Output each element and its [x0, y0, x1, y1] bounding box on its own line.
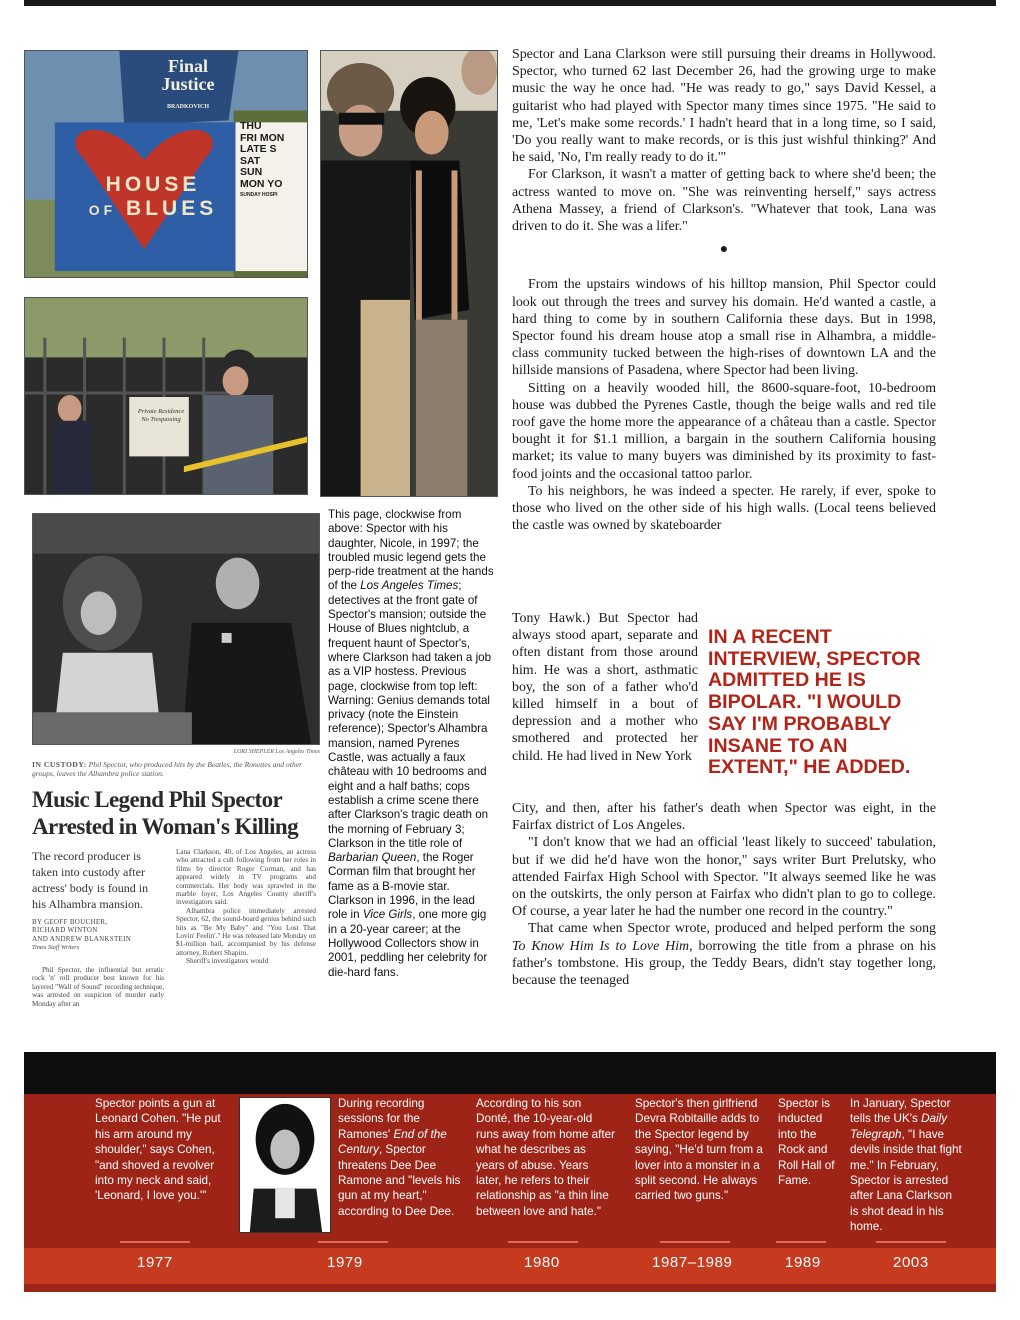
timeline-divider [318, 1241, 388, 1243]
marquee-line: SUNDAY HOSPI [240, 192, 278, 198]
final-justice-sign-small: BRADKOVICH [166, 104, 209, 110]
byline-line: RICHARD WINTON [32, 926, 98, 935]
timeline-entry-2003 [850, 1096, 962, 1235]
timeline-header-bar [24, 1052, 996, 1094]
clipping-body-text: Lana Clarkson, 40, of Los Angeles, an actress who attracted a cult following from her roles in films by director Roger Corman, and has appeared widely in TV programs and commercials. Her body was sprawled in the marble foyer, Los Angeles County sheriff's investigators said. [176, 848, 316, 907]
caption-text: , the Roger Corman film that brought her fame as a B-movie star. Clarkson in 1996, in the lead role in [328, 851, 476, 922]
clipping-body-text: Sheriff's investigators would [186, 957, 269, 966]
marquee-board [240, 121, 308, 202]
timeline-entry-1979 [338, 1096, 470, 1219]
album-title: End of the Century [338, 1127, 447, 1157]
clipping-body-col1 [32, 966, 164, 1008]
dee-dee-ramone-photo [239, 1097, 331, 1233]
mansion-gate-photo [24, 297, 308, 495]
timeline-entry-1987-1989: Spector's then girlfriend Devra Robitaille adds to the Spector legend by saying, "He'd turn from a lover into a monster in a split second. He always carried two guns." [635, 1097, 763, 1203]
article-paragraph: Tony Hawk.) But Spector had always stood apart, separate and often distant from those around him. He was a short, asthmatic boy, the son of a father who'd killed himself in a bout of depression and a mother who smothered and protected her child. He had lived in New York [512, 611, 698, 764]
byline-staff: Times Staff Writers [32, 944, 80, 952]
photo-credit: LORI SHEPLER Los Angeles Times [233, 749, 320, 755]
newspaper-title: Daily Telegraph [850, 1112, 948, 1141]
article-paragraph: Sitting on a heavily wooded hill, the 8600-square-foot, 10-bedroom house was dubbed the Pyrenes Castle, though the beige walls and red tile roof gave the home more the appearance of a château than a castle. Spector bought it for $1.1 million, a bargain in the southern California housing market; its value to many buyers was diminished by its proximity to fast-food joints and the occasional tattoo parlor. [512, 380, 936, 482]
timeline-divider [120, 1241, 190, 1243]
article-narrow-column [512, 610, 698, 765]
clipping-body-col2 [176, 848, 316, 966]
timeline-year: 2003 [893, 1254, 929, 1271]
timeline-entry-1989: Spector is inducted into the Rock and Roll Hall of Fame. [778, 1097, 835, 1188]
caption-label: IN CUSTODY: [32, 760, 87, 769]
house-of-blues-photo [24, 50, 308, 278]
final-justice-sign-line1: Final [167, 56, 208, 76]
timeline-divider [660, 1241, 730, 1243]
hob-logo-of: OF [88, 202, 117, 218]
timeline-year: 1989 [785, 1254, 821, 1271]
top-rule [24, 0, 996, 6]
clipping-deck: The record producer is taken into custody after actress' body is found in his Alhambra mansion. [32, 849, 149, 911]
timeline-year: 1987–1989 [652, 1254, 733, 1271]
byline-line: AND ANDREW BLANKSTEIN [32, 934, 132, 943]
article-paragraph [512, 920, 936, 989]
timeline-entry-1980: According to his son Donté, the 10-year-old runs away from home after what he describes as years of abuse. Years later, he refers to their relationship as "a thin line between love and hate." [476, 1097, 616, 1218]
clipping-body-text: Alhambra police immediately arrested Spector, 62, the sound-board genius behind such hits as "Be My Baby" and "You Lost That Lovin' Feelin'." He was released late Monday on $1-million bail, accompanied by his defense attorney, Robert Shapiro. [176, 906, 316, 957]
article-text: , borrowing the title from a phrase on his father's tombstone. His group, the Teddy Bears, didn't stay together long, because the teenaged [512, 938, 936, 989]
timeline-divider [508, 1241, 578, 1243]
perp-ride-photo [32, 513, 320, 745]
section-separator: ● [719, 242, 729, 258]
article-paragraph: From the upstairs windows of his hilltop mansion, Phil Spector could look out through the trees and survey his domain. He'd wanted a castle, a hard thing to come by in southern California these days. But in 1998, Spector found his dream house atop a small rise in Alhambra, a middle-class community tucked between the high-rises of downtown LA and the hillside mansions of Pasadena, where Spector had been living. [512, 277, 936, 379]
caption-italic: Barbarian Queen [328, 851, 417, 865]
article-paragraph: City, and then, after his father's death when Spector was eight, in the Fairfax district of Los Angeles. [512, 801, 936, 834]
gate-sign-line1: Private Residence [137, 408, 185, 415]
article-paragraph: "I don't know that we had an official 'least likely to succeed' tabulation, but if we did he'd have won the honor," says writer Burt Prelutsky, who attended Fairfax High School with Spector. "It always seemed like he was on the outskirts, the only person at Fairfax who didn't plan to go to college. Of course, a year later he had the number one record in the country." [512, 835, 936, 920]
timeline-text: During recording sessions for the Ramones' [338, 1097, 425, 1141]
timeline-divider [876, 1241, 946, 1243]
timeline-entry-1977: Spector points a gun at Leonard Cohen. "He put his arm around my shoulder," says Cohen, "and shoved a revolver into my neck and said, 'Leonard, I love you.'" [95, 1097, 221, 1203]
timeline-year: 1977 [137, 1254, 173, 1271]
caption-text: This page, clockwise from above: Spector with his daughter, Nicole, in 1997; the troubled music legend gets the perp-ride treatment at the hands of the [328, 508, 494, 593]
timeline-text: In January, Spector tells the UK's [850, 1097, 951, 1126]
marquee-line: MON YO [240, 177, 283, 190]
caption-text: Phil Spector, who produced hits by the Beatles, the Ronettes and other groups, leaves the Alhambra police station. [32, 760, 302, 778]
caption-text: , one more gig in a 20-year career; at the Hollywood Collectors show in 2001, peddling her celebrity for die-hard fans. [328, 908, 488, 979]
clipping-photo-caption [32, 760, 322, 778]
spector-daughter-photo [320, 50, 498, 497]
clipping-body-text: Phil Spector, the influential but erratic rock 'n' roll producer best known for his layered "Wall of Sound" recording technique, was arrested on suspicion of murder early Monday after an [32, 966, 164, 1008]
song-title: To Know Him Is to Love Him [512, 938, 690, 954]
final-justice-sign-line2: Justice [161, 74, 215, 94]
byline-line: BY GEOFF BOUCHER, [32, 918, 108, 926]
clipping-byline [32, 918, 164, 953]
hob-logo-house: HOUSE [105, 173, 201, 196]
photo-caption [328, 508, 496, 980]
marquee-line: THU [240, 120, 262, 132]
marquee-line: FRI MON [240, 131, 285, 144]
caption-text: ; detectives at the front gate of Spector's mansion; outside the House of Blues nightclub, a frequent haunt of Spector's, where Clarkson had taken a job as a VIP hostess. Previous page, clockwise from top left: Warning: Genius demands total privacy (note the Einstein reference); Spector's Alhambra mansion, named Pyrenes Castle, was actually a faux château with 10 bedrooms and eight and a half baths; cops establish a crime scene there after Clarkson's tragic death on the morning of February 3; Clarkson in the title role of [328, 579, 492, 850]
pull-quote: IN A RECENT INTERVIEW, SPECTOR ADMITTED HE IS BIPOLAR. "I WOULD SAY I'M PROBABLY INSANE TO AN EXTENT," HE ADDED. [708, 626, 921, 779]
article-paragraph: Spector and Lana Clarkson were still pursuing their dreams in Hollywood. Spector, who turned 62 last December 26, had the growing urge to make music the way he once had. "He was ready to go," says David Kessel, a guitarist who had played with Spector many times since 1975. "He said to me, 'Let's make some records.' I hadn't heard that in a long time, so I said, 'Do you really want to make records, or is this just wishful thinking?' And he said, 'No, I'm really ready to do it.'" [512, 47, 936, 166]
marquee-line: LATE S [240, 143, 277, 155]
clipping-headline: Music Legend Phil Spector Arrested in Woman's Killing [32, 787, 299, 839]
hob-logo-blues: BLUES [126, 197, 218, 220]
caption-italic: Los Angeles Times [360, 579, 459, 593]
timeline-year: 1980 [524, 1254, 560, 1271]
article-bottom [512, 800, 936, 989]
article-paragraph: To his neighbors, he was indeed a specter. He rarely, if ever, spoke to those who lived on the other side of his high walls. (Local teens believed the castle was owned by skateboarder [512, 483, 936, 534]
marquee-line: SAT [240, 154, 261, 167]
article-top [512, 46, 936, 534]
article-text: That came when Spector wrote, produced and helped perform the song [528, 921, 936, 937]
timeline-text: , "I have devils inside that fight me." In February, Spector is arrested after Lana Clarkson is shot dead in his home. [850, 1127, 962, 1234]
marquee-line: SUN [240, 166, 263, 178]
gate-sign-line2: No Trespassing [141, 416, 181, 423]
caption-italic: Vice Girls [362, 908, 413, 922]
timeline-text: , Spector threatens Dee Dee Ramone and "levels his gun at my heart," according to Dee Dee. [338, 1143, 461, 1218]
article-paragraph: For Clarkson, it wasn't a matter of getting back to where she'd been; the actress wanted to move on. "She was reinventing herself," says actress Athena Massey, a friend of Clarkson's. "Whatever that took, Lana was driven to do it. She was a lifer." [512, 167, 936, 235]
timeline-year: 1979 [327, 1254, 363, 1271]
timeline-divider [776, 1241, 826, 1243]
